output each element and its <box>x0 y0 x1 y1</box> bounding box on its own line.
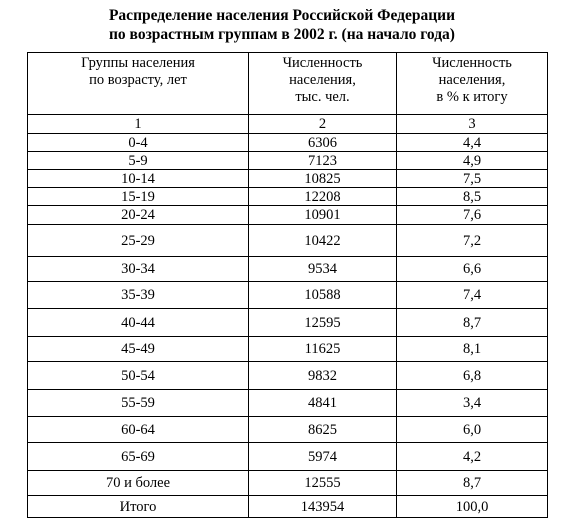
cell-count: 7123 <box>249 152 397 170</box>
table-row <box>28 471 548 496</box>
cell-percent: 8,1 <box>397 337 548 362</box>
cell-percent: 7,4 <box>397 282 548 309</box>
table-row <box>28 134 548 152</box>
cell-count: 9832 <box>249 362 397 390</box>
column-number: 1 <box>28 115 249 134</box>
cell-percent: 8,7 <box>397 471 548 496</box>
table-row <box>28 390 548 417</box>
cell-count: 12555 <box>249 471 397 496</box>
header-population-count-line: тыс. чел. <box>295 89 350 105</box>
header-population-count <box>249 53 397 115</box>
column-number-row <box>28 115 548 134</box>
table-row <box>28 417 548 443</box>
cell-count: 12208 <box>249 188 397 206</box>
header-age-group-line: Группы населения <box>81 55 195 71</box>
title-line-2: по возрастным группам в 2002 г. (на начало года) <box>109 26 455 43</box>
cell-count: 10588 <box>249 282 397 309</box>
cell-group: 50-54 <box>28 362 249 390</box>
cell-percent: 6,0 <box>397 417 548 443</box>
cell-count: 143954 <box>249 496 397 518</box>
cell-group: 55-59 <box>28 390 249 417</box>
cell-group: 0-4 <box>28 134 249 152</box>
title-line-1: Распределение населения Российской Федерации <box>108 7 456 24</box>
table-row <box>28 206 548 225</box>
cell-percent: 7,2 <box>397 225 548 257</box>
table-row <box>28 362 548 390</box>
population-table <box>27 52 548 518</box>
cell-count: 4841 <box>249 390 397 417</box>
cell-group: 15-19 <box>28 188 249 206</box>
header-row <box>28 53 548 115</box>
header-population-percent <box>397 53 548 115</box>
column-number: 3 <box>397 115 548 134</box>
cell-count: 10422 <box>249 225 397 257</box>
cell-count: 10901 <box>249 206 397 225</box>
cell-percent: 4,9 <box>397 152 548 170</box>
cell-percent: 6,6 <box>397 257 548 282</box>
cell-count: 11625 <box>249 337 397 362</box>
total-row <box>28 496 548 518</box>
cell-count: 10825 <box>249 170 397 188</box>
cell-percent: 7,6 <box>397 206 548 225</box>
cell-group: 25-29 <box>28 225 249 257</box>
cell-count: 8625 <box>249 417 397 443</box>
cell-percent: 4,4 <box>397 134 548 152</box>
cell-group: 40-44 <box>28 309 249 337</box>
table-row <box>28 225 548 257</box>
column-number: 2 <box>249 115 397 134</box>
header-population-count-line: Численность <box>282 55 363 71</box>
table-row <box>28 152 548 170</box>
cell-group: Итого <box>28 496 249 518</box>
cell-count: 5974 <box>249 443 397 471</box>
header-population-count-line: населения, <box>289 72 356 88</box>
header-age-group <box>28 53 249 115</box>
cell-percent: 100,0 <box>397 496 548 518</box>
cell-count: 12595 <box>249 309 397 337</box>
header-age-group-line: по возрасту, лет <box>89 72 187 88</box>
table-row <box>28 337 548 362</box>
cell-count: 9534 <box>249 257 397 282</box>
table-row <box>28 188 548 206</box>
table-row <box>28 443 548 471</box>
cell-group: 5-9 <box>28 152 249 170</box>
cell-group: 20-24 <box>28 206 249 225</box>
cell-percent: 7,5 <box>397 170 548 188</box>
cell-group: 65-69 <box>28 443 249 471</box>
cell-count: 6306 <box>249 134 397 152</box>
cell-percent: 3,4 <box>397 390 548 417</box>
cell-group: 45-49 <box>28 337 249 362</box>
table-row <box>28 170 548 188</box>
page-title <box>0 6 564 44</box>
cell-group: 60-64 <box>28 417 249 443</box>
cell-percent: 6,8 <box>397 362 548 390</box>
header-population-percent-line: в % к итогу <box>436 89 508 105</box>
table-row <box>28 309 548 337</box>
cell-group: 35-39 <box>28 282 249 309</box>
cell-percent: 8,5 <box>397 188 548 206</box>
cell-group: 70 и более <box>28 471 249 496</box>
cell-percent: 8,7 <box>397 309 548 337</box>
cell-percent: 4,2 <box>397 443 548 471</box>
cell-group: 30-34 <box>28 257 249 282</box>
header-population-percent-line: населения, <box>438 72 506 88</box>
table-row <box>28 282 548 309</box>
cell-group: 10-14 <box>28 170 249 188</box>
table-row <box>28 257 548 282</box>
header-population-percent-line: Численность <box>432 55 512 71</box>
